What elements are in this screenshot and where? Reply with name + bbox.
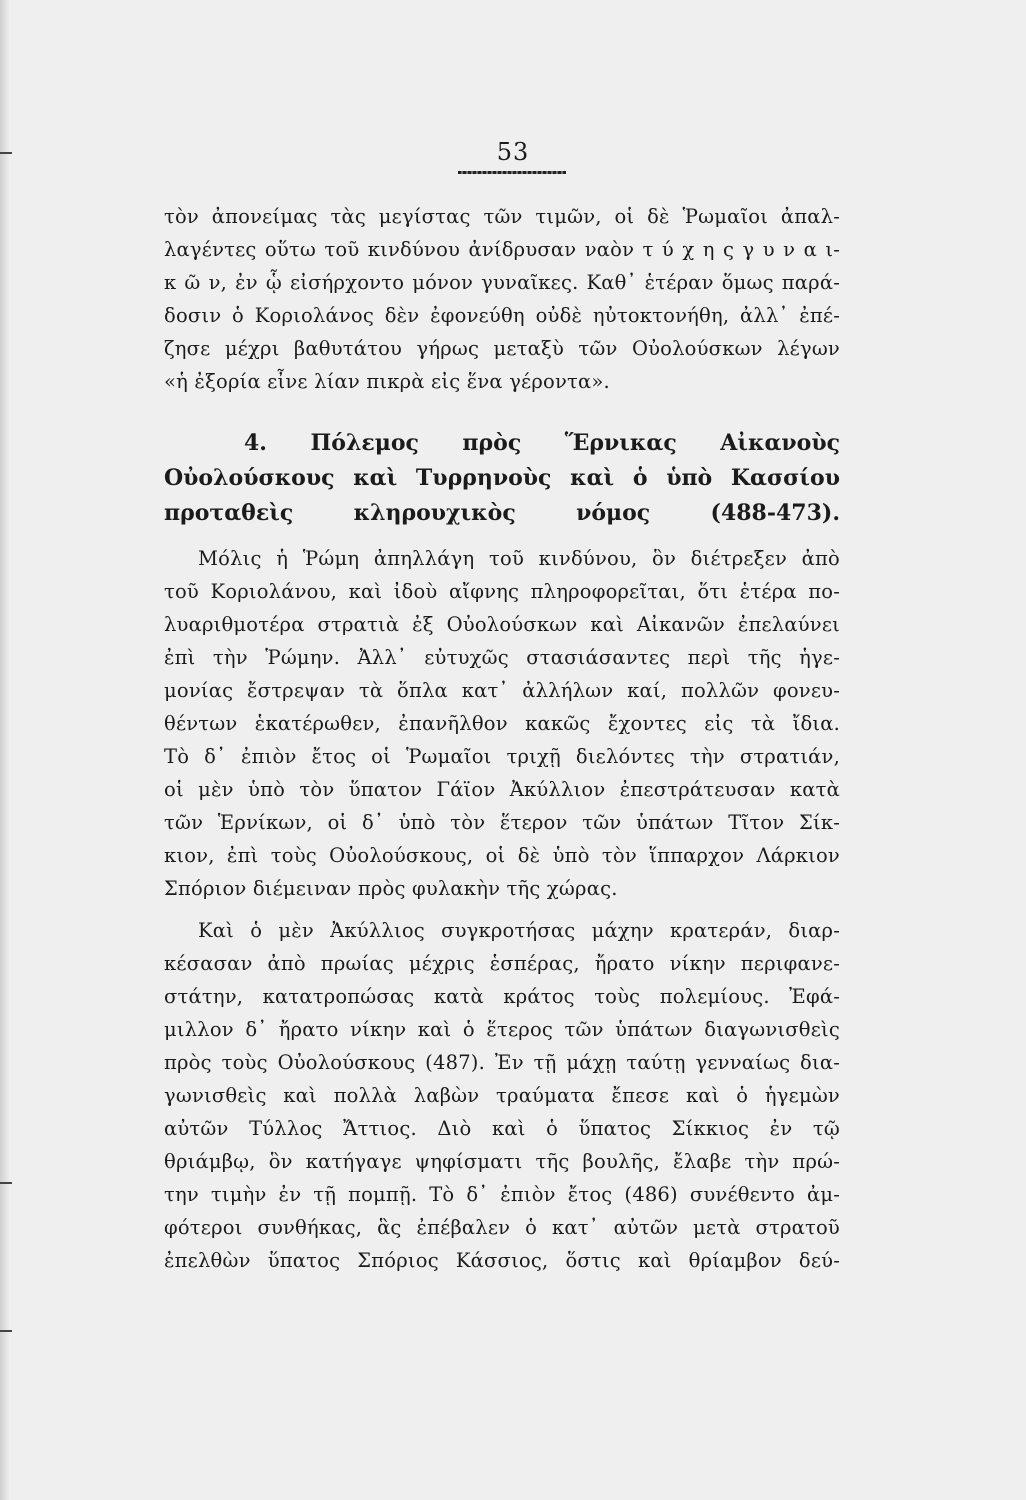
opening-paragraph [164, 200, 840, 398]
text-line: ἐπελθὼν ὕπατος Σπόριος Κάσσιος, ὅστις καὶ θρίαμβον δεύ- [164, 1249, 840, 1272]
edge-mark [0, 1182, 12, 1184]
text-line: γωνισθεὶς καὶ πολλὰ λαβὼν τραύματα ἔπεσε καὶ ὁ ἡγεμὼν [164, 1084, 840, 1107]
text-line: αὐτῶν Τύλλος Ἄττιος. Διὸ καὶ ὁ ὕπατος Σίκκιος ἐν τῷ [164, 1117, 840, 1140]
scan-edge [0, 0, 10, 1500]
heading-line: Οὐολούσκους καὶ Τυρρηνοὺς καὶ ὁ ὑπὸ Κασσίου [164, 465, 840, 491]
text-line: την τιμὴν ἐν τῇ πομπῇ. Τὸ δ᾽ ἐπιὸν ἔτος (486) συνέθεντο ἀμ- [164, 1183, 840, 1206]
text-line: οἱ μὲν ὑπὸ τὸν ὕπατον Γάϊον Ἀκύλλιον ἐπεστράτευσαν κατὰ [164, 778, 840, 801]
text-line: κ ῶ ν, ἐν ᾧ εἰσήρχοντο μόνον γυναῖκες. Καθ᾽ ἑτέραν ὅμως παρά- [164, 271, 840, 294]
text-line: Μόλις ἡ Ῥώμη ἀπηλλάγη τοῦ κινδύνου, ὃν διέτρεξεν ἀπὸ [198, 547, 840, 570]
section-heading [164, 426, 840, 531]
text-line: κιον, ἐπὶ τοὺς Οὐολούσκους, οἱ δὲ ὑπὸ τὸν ἵππαρχον Λάρκιον [164, 844, 840, 867]
page-number: 53 [496, 138, 530, 166]
heading-line: προταθεὶς κληρουχικὸς νόμος (488-473). [164, 500, 840, 526]
text-line: θριάμβῳ, ὃν κατήγαγε ψηφίσματι τῆς βουλῆς, ἔλαβε τὴν πρώ- [164, 1150, 840, 1173]
text-line: πρὸς τοὺς Οὐολούσκους (487). Ἐν τῇ μάχῃ ταύτῃ γενναίως δια- [164, 1051, 840, 1074]
closing-paragraph [164, 914, 840, 1277]
text-line: τὸν ἀπονείμας τὰς μεγίστας τῶν τιμῶν, οἱ δὲ Ῥωμαῖοι ἀπαλ- [164, 205, 840, 228]
text-line: Τὸ δ᾽ ἐπιὸν ἔτος οἱ Ῥωμαῖοι τριχῇ διελόντες τὴν στρατιάν, [164, 745, 840, 768]
header-ornament [458, 171, 566, 174]
text-line: μιλλον δ᾽ ἤρατο νίκην καὶ ὁ ἕτερος τῶν ὑπάτων διαγωνισθεὶς [164, 1018, 840, 1041]
text-line: φότεροι συνθήκας, ἃς ἐπέβαλεν ὁ κατ᾽ αὐτῶν μετὰ στρατοῦ [164, 1216, 840, 1239]
text-line: λυαριθμοτέρα στρατιὰ ἐξ Οὐολούσκων καὶ Αἰκανῶν ἐπελαύνει [164, 613, 840, 636]
text-line: «ἡ ἐξορία εἶνε λίαν πικρὰ εἰς ἕνα γέροντα». [164, 370, 610, 393]
text-line: τοῦ Κοριολάνου, καὶ ἰδοὺ αἴφνης πληροφορεῖται, ὅτι ἑτέρα πο- [164, 580, 840, 603]
text-line: κέσασαν ἀπὸ πρωίας μέχρις ἑσπέρας, ἤρατο νίκην περιφανε- [164, 952, 840, 975]
text-line: δοσιν ὁ Κοριολάνος δὲν ἐφονεύθη οὐδὲ ηὐτοκτονήθη, ἀλλ᾽ ἐπέ- [164, 304, 840, 327]
section-paragraph [164, 542, 840, 905]
text-line: τῶν Ἑρνίκων, οἱ δ᾽ ὑπὸ τὸν ἕτερον τῶν ὑπάτων Τῖτον Σίκ- [164, 811, 840, 834]
text-line: ζησε μέχρι βαθυτάτου γήρως μεταξὺ τῶν Οὐολούσκων λέγων [164, 337, 840, 360]
text-line: μονίας ἔστρεψαν τὰ ὅπλα κατ᾽ ἀλλήλων καί, πολλῶν φονευ- [164, 679, 840, 702]
text-line: Σπόριον διέμειναν πρὸς φυλακὴν τῆς χώρας. [164, 877, 618, 900]
text-line: λαγέντες οὕτω τοῦ κινδύνου ἀνίδρυσαν ναὸν τ ύ χ η ς γ υ ν α ι- [164, 238, 840, 261]
text-line: θέντων ἑκατέρωθεν, ἐπανῆλθον κακῶς ἔχοντες εἰς τὰ ἴδια. [164, 712, 840, 735]
heading-line: 4. Πόλεμος πρὸς Ἕρνικας Αἰκανοὺς [244, 430, 840, 456]
text-line: στάτην, κατατροπώσας κατὰ κράτος τοὺς πολεμίους. Ἐφά- [164, 985, 840, 1008]
edge-mark [0, 1330, 12, 1332]
text-line: Καὶ ὁ μὲν Ἀκύλλιος συγκροτήσας μάχην κρατεράν, διαρ- [198, 919, 840, 942]
text-line: ἐπὶ τὴν Ῥώμην. Ἀλλ᾽ εὐτυχῶς στασιάσαντες περὶ τῆς ἡγε- [164, 646, 840, 669]
